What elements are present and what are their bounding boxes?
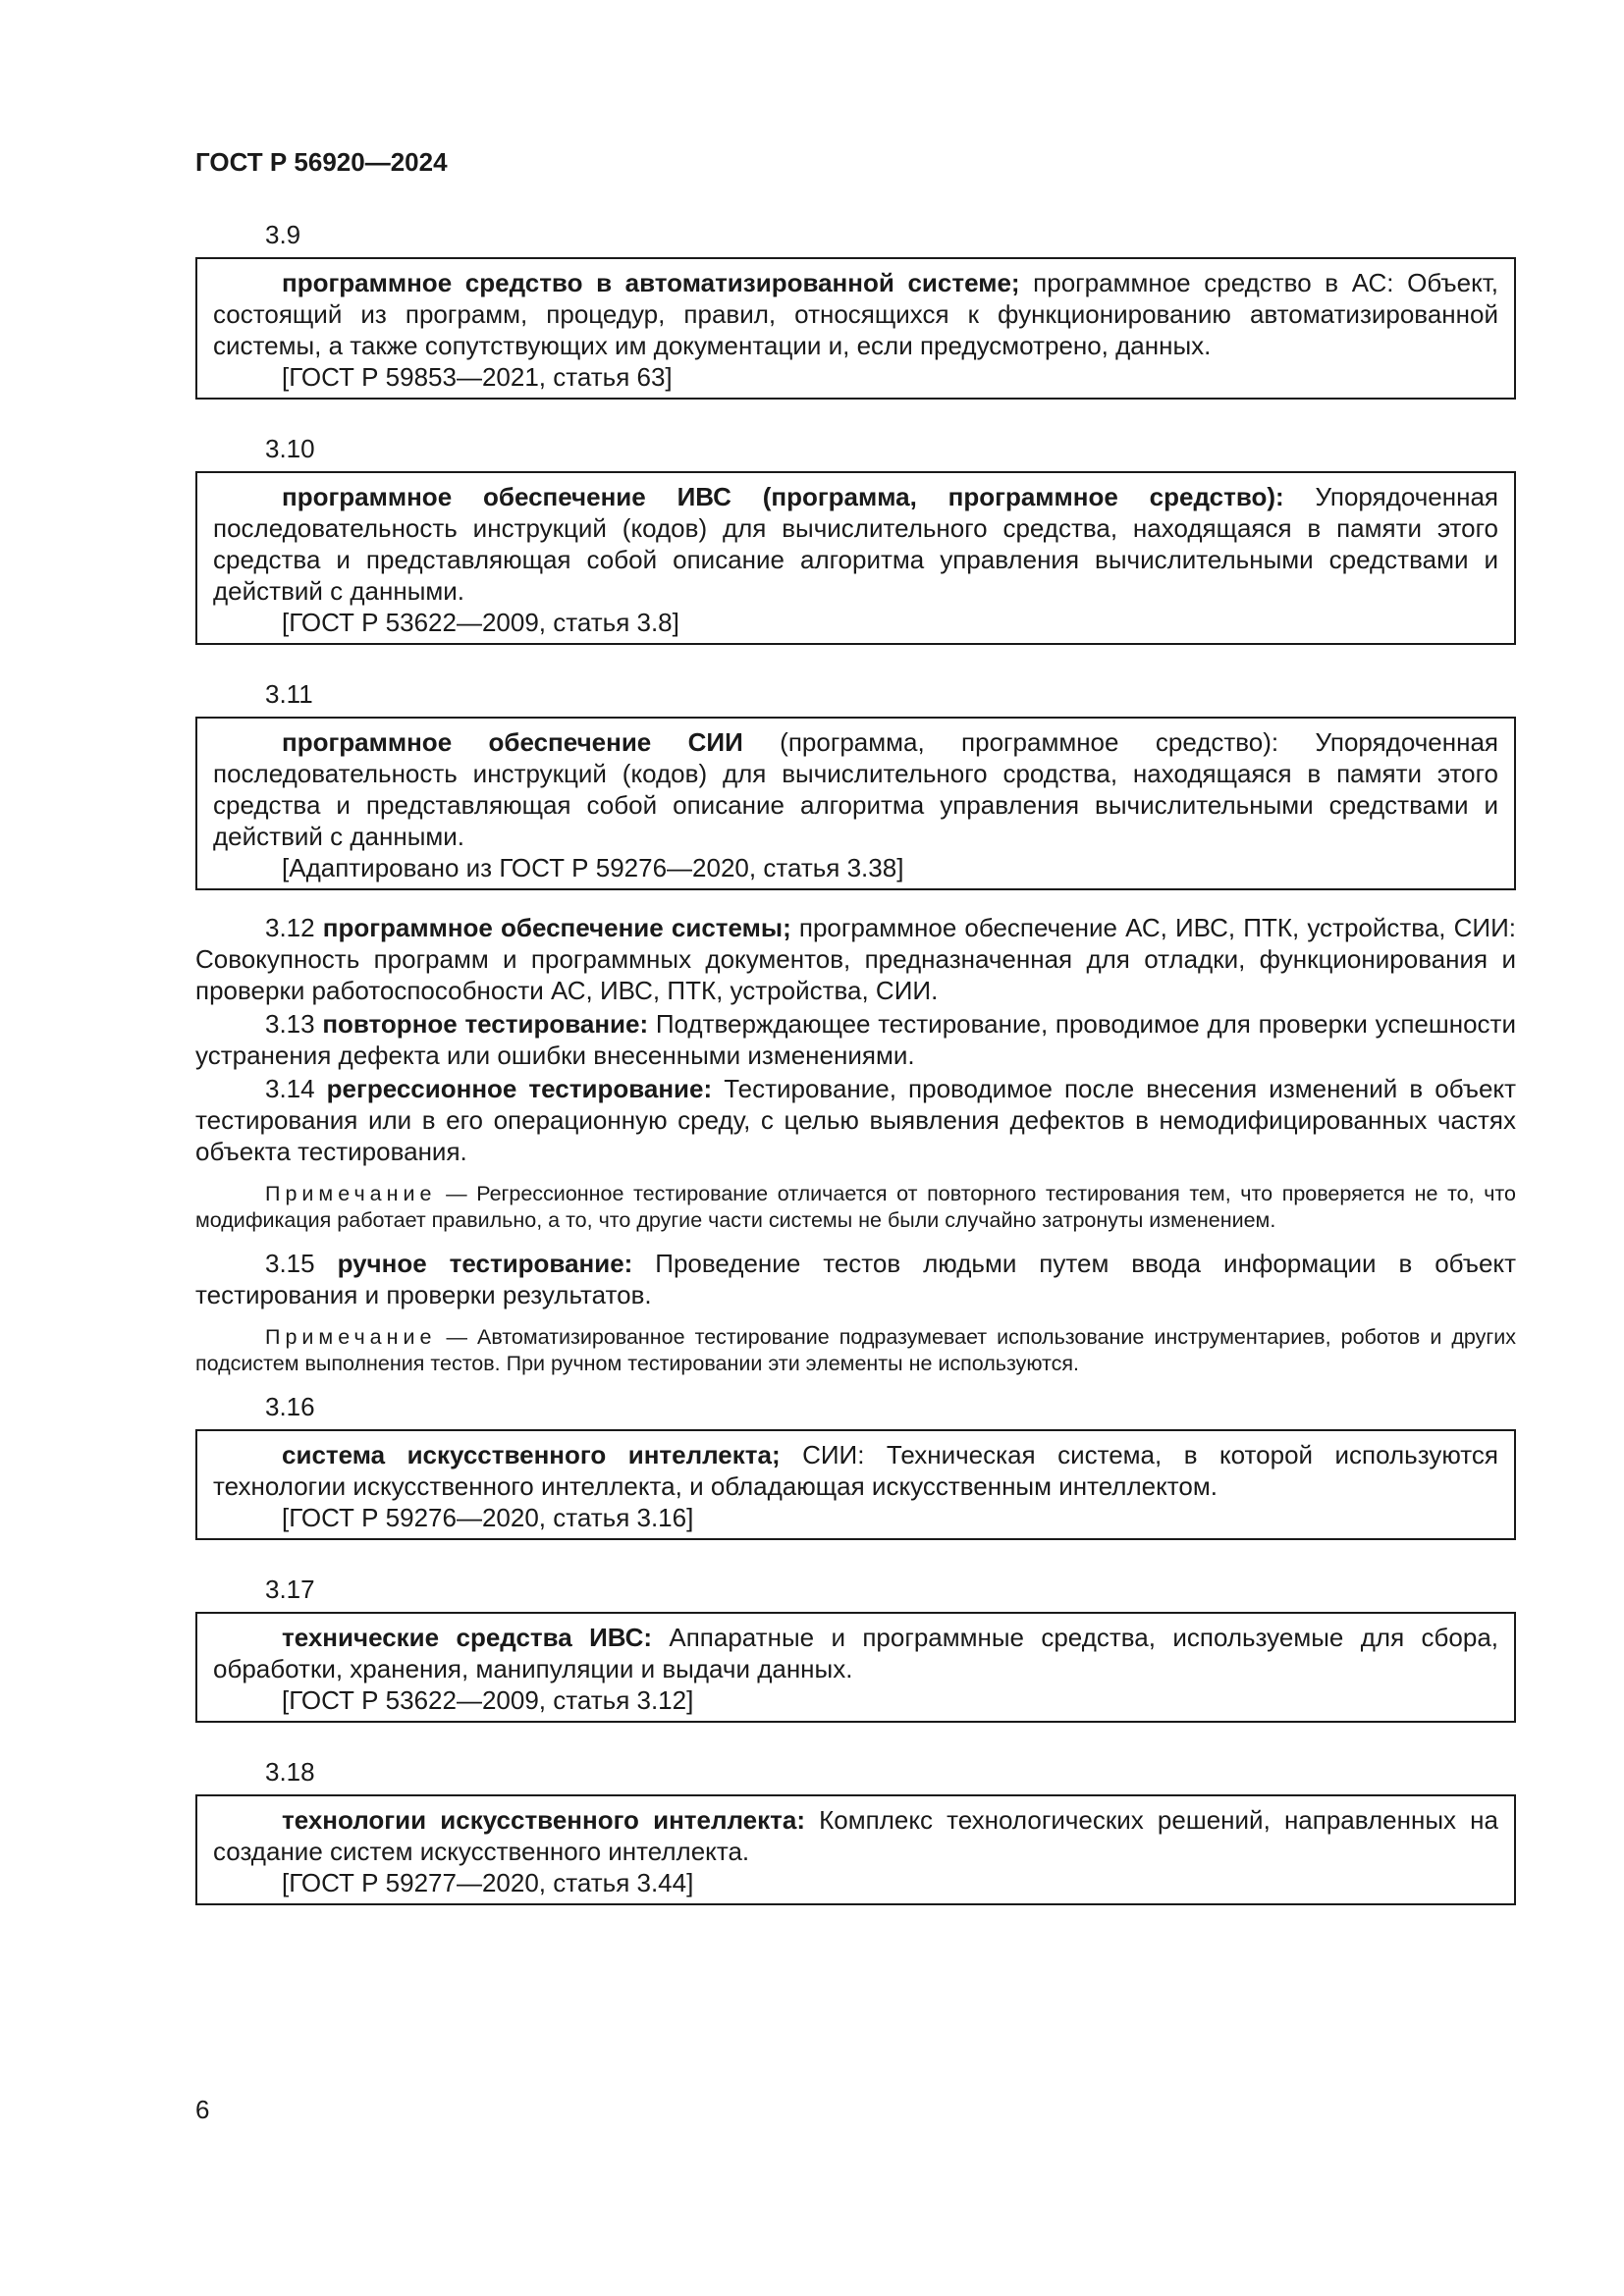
term-definition: Тестирование, проводимое после внесения изменений в объект тестирования или в его операционную среду, с целью выявления дефектов в немодифицированных частях объекта тестирования.: [195, 1074, 1517, 1166]
term-number: 3.9: [265, 220, 301, 249]
term-number: 3.13: [265, 1009, 323, 1039]
term-number: 3.15: [265, 1249, 338, 1278]
term-box: [195, 257, 1516, 400]
term-paragraph: [195, 1073, 1516, 1167]
term-box: [195, 1429, 1516, 1540]
note-label: Примечание: [265, 1182, 437, 1205]
note-text: — Регрессионное тестирование отличается от повторного тестирования тем, что проверяется не то, что модификация работает правильно, а то, что другие части системы не были случайно затронуты изменением.: [195, 1182, 1516, 1232]
term-definition: Подтверждающее тестирование, проводимое для проверки успешности устранения дефекта или ошибки внесенными изменениями.: [195, 1009, 1516, 1070]
term-source: [Адаптировано из ГОСТ Р 59276—2020, статья 3.38]: [282, 853, 904, 882]
term-source: [ГОСТ Р 59277—2020, статья 3.44]: [282, 1868, 694, 1897]
term-number: 3.12: [265, 913, 323, 942]
page-number: 6: [195, 2095, 210, 2124]
term-source: [ГОСТ Р 53622—2009, статья 3.8]: [282, 608, 679, 637]
term-definition: Упорядоченная последовательность инструкций (кодов) для вычислительного средства, находящаяся в памяти этого средства и представляющая собой описание алгоритма управления вычислительными средствами и действий с данными.: [213, 482, 1498, 606]
term-title: технологии искусственного интеллекта:: [282, 1805, 805, 1835]
term-source: [ГОСТ Р 59276—2020, статья 3.16]: [282, 1503, 694, 1532]
term-number: 3.17: [265, 1575, 315, 1604]
term-definition: (программа, программное средство): Упорядоченная последовательность инструкций (кодов) для вычислительного сродства, находящаяся в памяти этого средства и представляющая собой описание алгоритма управления вычислительными средствами и действий с данными.: [213, 727, 1498, 851]
term-number: 3.18: [265, 1757, 315, 1787]
term-title: программное обеспечение системы;: [322, 913, 791, 942]
note-label: Примечание: [265, 1325, 437, 1349]
term-title: технические средства ИВС:: [282, 1623, 653, 1652]
term-definition: Аппаратные и программные средства, используемые для сбора, обработки, хранения, манипуляции и выдачи данных.: [213, 1623, 1498, 1683]
term-definition-paragraph: [213, 1622, 1498, 1684]
term-number: 3.10: [265, 434, 315, 463]
term-title: система искусственного интеллекта;: [282, 1440, 781, 1469]
note: [195, 1181, 1516, 1234]
term-definition-paragraph: [213, 267, 1498, 361]
term-definition: Проведение тестов людьми путем ввода информации в объект тестирования и проверки результатов.: [195, 1249, 1516, 1309]
term-title: повторное тестирование:: [322, 1009, 649, 1039]
term-box: [195, 1794, 1516, 1905]
document-header: ГОСТ Р 56920—2024: [195, 147, 448, 177]
term-number: 3.16: [265, 1392, 315, 1421]
term-title: программное средство в автоматизированной системе;: [282, 268, 1020, 297]
term-box: [195, 471, 1516, 645]
document-page: [195, 147, 1516, 1905]
term-source: [ГОСТ Р 59853—2021, статья 63]: [282, 362, 673, 392]
term-definition-paragraph: [213, 726, 1498, 852]
term-box: [195, 1612, 1516, 1723]
term-paragraph: [195, 1008, 1516, 1071]
note-text: — Автоматизированное тестирование подразумевает использование инструментариев, роботов и других подсистем выполнения тестов. При ручном тестировании эти элементы не используются.: [195, 1325, 1516, 1375]
term-number: 3.14: [265, 1074, 327, 1103]
term-source: [ГОСТ Р 53622—2009, статья 3.12]: [282, 1685, 694, 1715]
term-definition: СИИ: Техническая система, в которой используются технологии искусственного интеллекта, и обладающая искусственным интеллектом.: [213, 1440, 1498, 1501]
term-box: [195, 717, 1516, 890]
term-definition-paragraph: [213, 1439, 1498, 1502]
term-title: программное обеспечение СИИ: [282, 727, 743, 757]
term-definition: программное обеспечение АС, ИВС, ПТК, устройства, СИИ: Совокупность программ и программных документов, предназначенная для отладки, функционирования и проверки работоспособности АС, ИВС, ПТК, устройства, СИИ.: [195, 913, 1517, 1005]
term-definition: Комплекс технологических решений, направленных на создание систем искусственного интеллекта.: [213, 1805, 1498, 1866]
term-title: программное обеспечение ИВС (программа, программное средство):: [282, 482, 1284, 511]
term-definition-paragraph: [213, 1804, 1498, 1867]
term-paragraph: [195, 1248, 1516, 1310]
term-definition-paragraph: [213, 481, 1498, 607]
note: [195, 1324, 1516, 1377]
term-number: 3.11: [265, 679, 313, 709]
term-definition: программное средство в АС: Объект, состоящий из программ, процедур, правил, относящихся к функционированию автоматизированной системы, а также сопутствующих им документации и, если предусмотрено, данных.: [213, 268, 1498, 360]
term-paragraph: [195, 912, 1516, 1006]
term-title: регрессионное тестирование:: [326, 1074, 713, 1103]
term-title: ручное тестирование:: [337, 1249, 633, 1278]
